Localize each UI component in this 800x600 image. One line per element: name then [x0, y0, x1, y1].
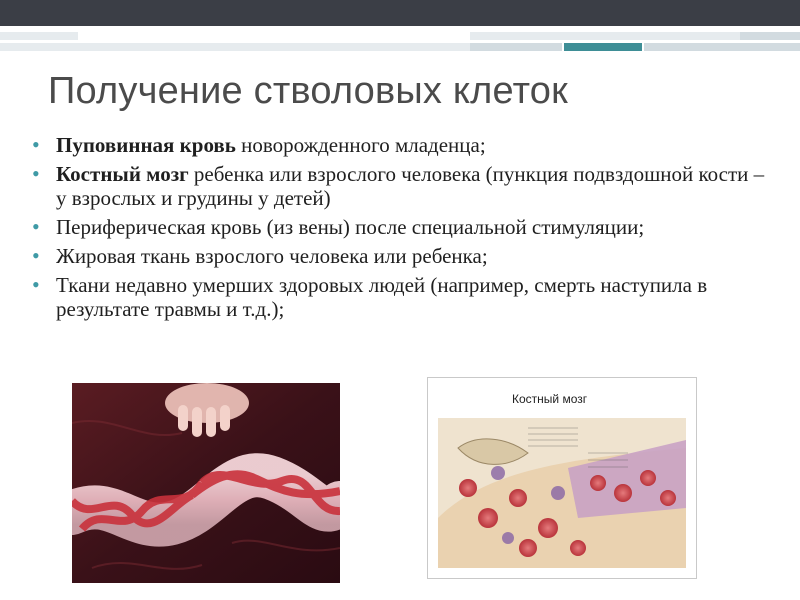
bone-marrow-illustration: [428, 378, 696, 578]
list-item: [30, 273, 770, 321]
top-decorative-bar: [0, 0, 800, 26]
bullet-text: новорожденного младенца;: [235, 133, 486, 157]
bone-marrow-diagram: [427, 377, 697, 579]
list-item: [30, 244, 770, 268]
list-item: [30, 162, 770, 210]
bullet-text: Жировая ткань взрослого человека или ребенка;: [56, 244, 488, 268]
slide-title: Получение стволовых клеток: [48, 70, 568, 112]
diagram-title: Костный мозг: [512, 392, 588, 406]
bullet-text: Ткани недавно умерших здоровых людей (например, смерть наступила в результате травмы и т.д.);: [56, 273, 708, 321]
umbilical-cord-photo: [72, 383, 340, 583]
umbilical-cord-image: [72, 383, 340, 583]
list-item: [30, 133, 770, 157]
bullet-text: Периферическая кровь (из вены) после специальной стимуляции;: [56, 215, 645, 239]
bullet-list: [30, 133, 770, 326]
bullet-bold-text: Пуповинная кровь: [56, 133, 236, 157]
bullet-bold-text: Костный мозг: [56, 162, 189, 186]
bullet-text: ребенка или взрослого человека (пункция подвздошной кости – у взрослых и грудины у детей): [56, 162, 765, 210]
list-item: [30, 215, 770, 239]
decorative-tile-strip: [0, 26, 800, 58]
